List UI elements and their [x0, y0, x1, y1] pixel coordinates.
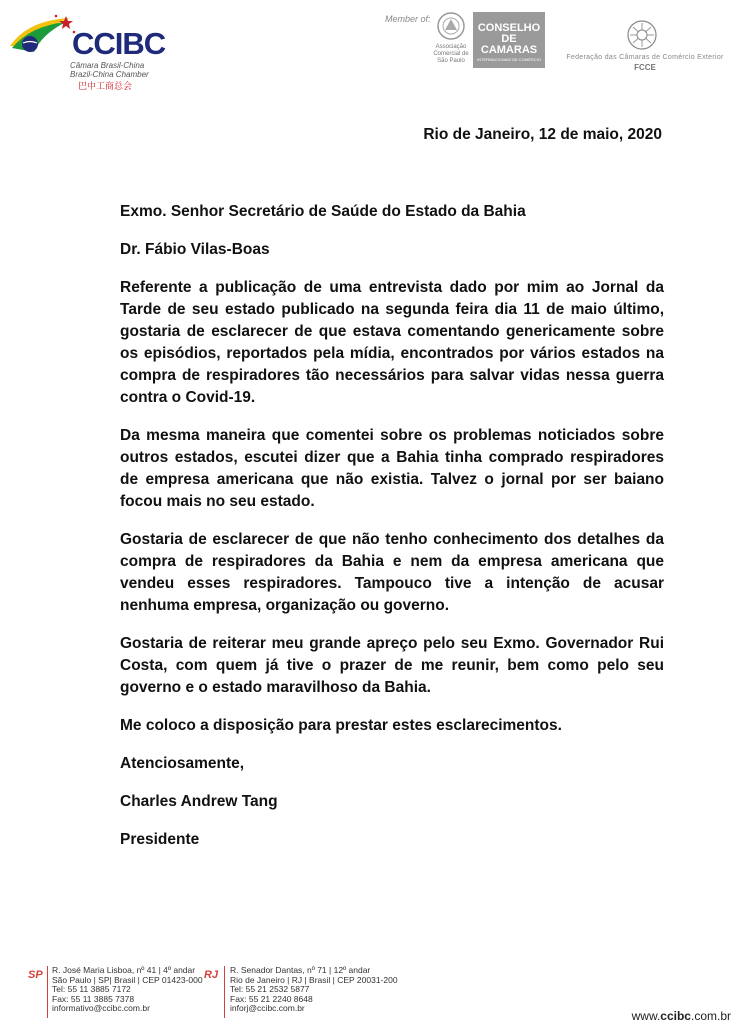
website-suffix: .com.br — [690, 1009, 731, 1023]
ccibc-swoosh-icon — [8, 12, 78, 62]
acsp-seal-icon — [432, 10, 470, 44]
logo-subtitle-pt: Câmara Brasil-China — [70, 61, 145, 70]
fcce-abbreviation: FCCE — [634, 63, 656, 72]
conselho-logo — [473, 12, 545, 68]
website-domain: ccibc — [660, 1009, 691, 1023]
ccibc-wordmark: CCIBC — [72, 26, 166, 61]
footer-website — [632, 1009, 731, 1023]
ccibc-logo — [8, 8, 178, 92]
footer-sp-code: SP — [28, 969, 43, 981]
conselho-line-3: INTERNACIONAIS DE COMÉRCIO — [477, 57, 541, 62]
footer-rj-divider — [224, 966, 225, 1018]
recipient-name: Dr. Fábio Vilas-Boas — [120, 241, 270, 258]
footer-sp-address — [52, 966, 203, 1014]
fcce-emblem-icon — [622, 18, 662, 52]
conselho-line-2: DE CAMARAS — [480, 33, 538, 56]
body-paragraph-2: Da mesma maneira que comentei sobre os problemas noticiados sobre outros estados, escutei dizer que a Bahia tinha comprado respiradores de empresa americana que não existia. Talvez o jornal por ser baiano focou mais no seu estado. — [120, 427, 664, 510]
footer-rj-line: Fax: 55 21 2240 8648 — [230, 993, 313, 1004]
member-of-label: Member of: — [385, 14, 431, 24]
footer-rj-line: Rio de Janeiro | RJ | Brasil | CEP 20031-200 — [230, 974, 398, 985]
letter-body — [120, 201, 664, 867]
footer-sp-line: R. José Maria Lisboa, nº 41 | 4º andar — [52, 965, 196, 975]
logo-subtitle-cn: 巴中工商总会 — [78, 82, 133, 92]
footer-sp-email: informativo@ccibc.com.br — [52, 1003, 150, 1014]
footer-rj-line: R. Senador Dantas, nº 71 | 12º andar — [230, 965, 371, 975]
footer-sp-line: Fax: 55 11 3885 7378 — [52, 993, 135, 1004]
signer-name: Charles Andrew Tang — [120, 793, 278, 810]
acsp-label: Associação Comercial de São Paulo — [433, 44, 469, 64]
acsp-logo — [432, 10, 470, 68]
conselho-line-1: CONSELHO — [477, 22, 541, 34]
body-paragraph-4: Gostaria de reiterar meu grande apreço pelo seu Exmo. Governador Rui Costa, com quem já tive o prazer de me reunir, bem como pelo seu governo e o estado maravilhoso da Bahia. — [120, 635, 664, 696]
footer-sp-line: São Paulo | SP| Brasil | CEP 01423-000 — [52, 974, 203, 985]
body-paragraph-1: Referente a publicação de uma entrevista dado por mim ao Jornal da Tarde de seu estado publicado na segunda feira dia 11 de maio último, gostaria de esclarecer de que estava comentando genericamente sobre os episódios, reportados pela mídia, encontrados por vários estados na compra de respiradores tão necessários para salvar vidas nessa guerra contra o Covid-19. — [120, 279, 664, 406]
fcce-full-name: Federação das Câmaras de Comércio Exterior — [566, 54, 724, 61]
fcce-logo — [552, 18, 738, 72]
body-paragraph-3: Gostaria de esclarecer de que não tenho conhecimento dos detalhes da compra de respiradores da Bahia e nem da empresa americana que vendeu esses respiradores. Tampouco tive a intenção de acusar nenhuma empresa, organização ou governo. — [120, 531, 664, 614]
footer-rj-line: Tel: 55 21 2532 5877 — [230, 984, 310, 995]
signer-title: Presidente — [120, 831, 200, 848]
footer-rj-email: inforj@ccibc.com.br — [230, 1003, 305, 1014]
footer-sp-line: Tel: 55 11 3885 7172 — [52, 984, 131, 995]
closing-note: Me coloco a disposição para prestar estes esclarecimentos. — [120, 717, 562, 734]
recipient-title: Exmo. Senhor Secretário de Saúde do Estado da Bahia — [120, 203, 526, 220]
footer-sp-divider — [47, 966, 48, 1018]
logo-subtitle-en: Brazil-China Chamber — [70, 70, 149, 79]
website-prefix: www. — [631, 1009, 661, 1023]
footer-rj-code: RJ — [204, 969, 219, 981]
letter-date: Rio de Janeiro, 12 de maio, 2020 — [423, 126, 662, 143]
footer-rj-address — [230, 966, 398, 1014]
closing-salutation: Atenciosamente, — [120, 755, 245, 772]
